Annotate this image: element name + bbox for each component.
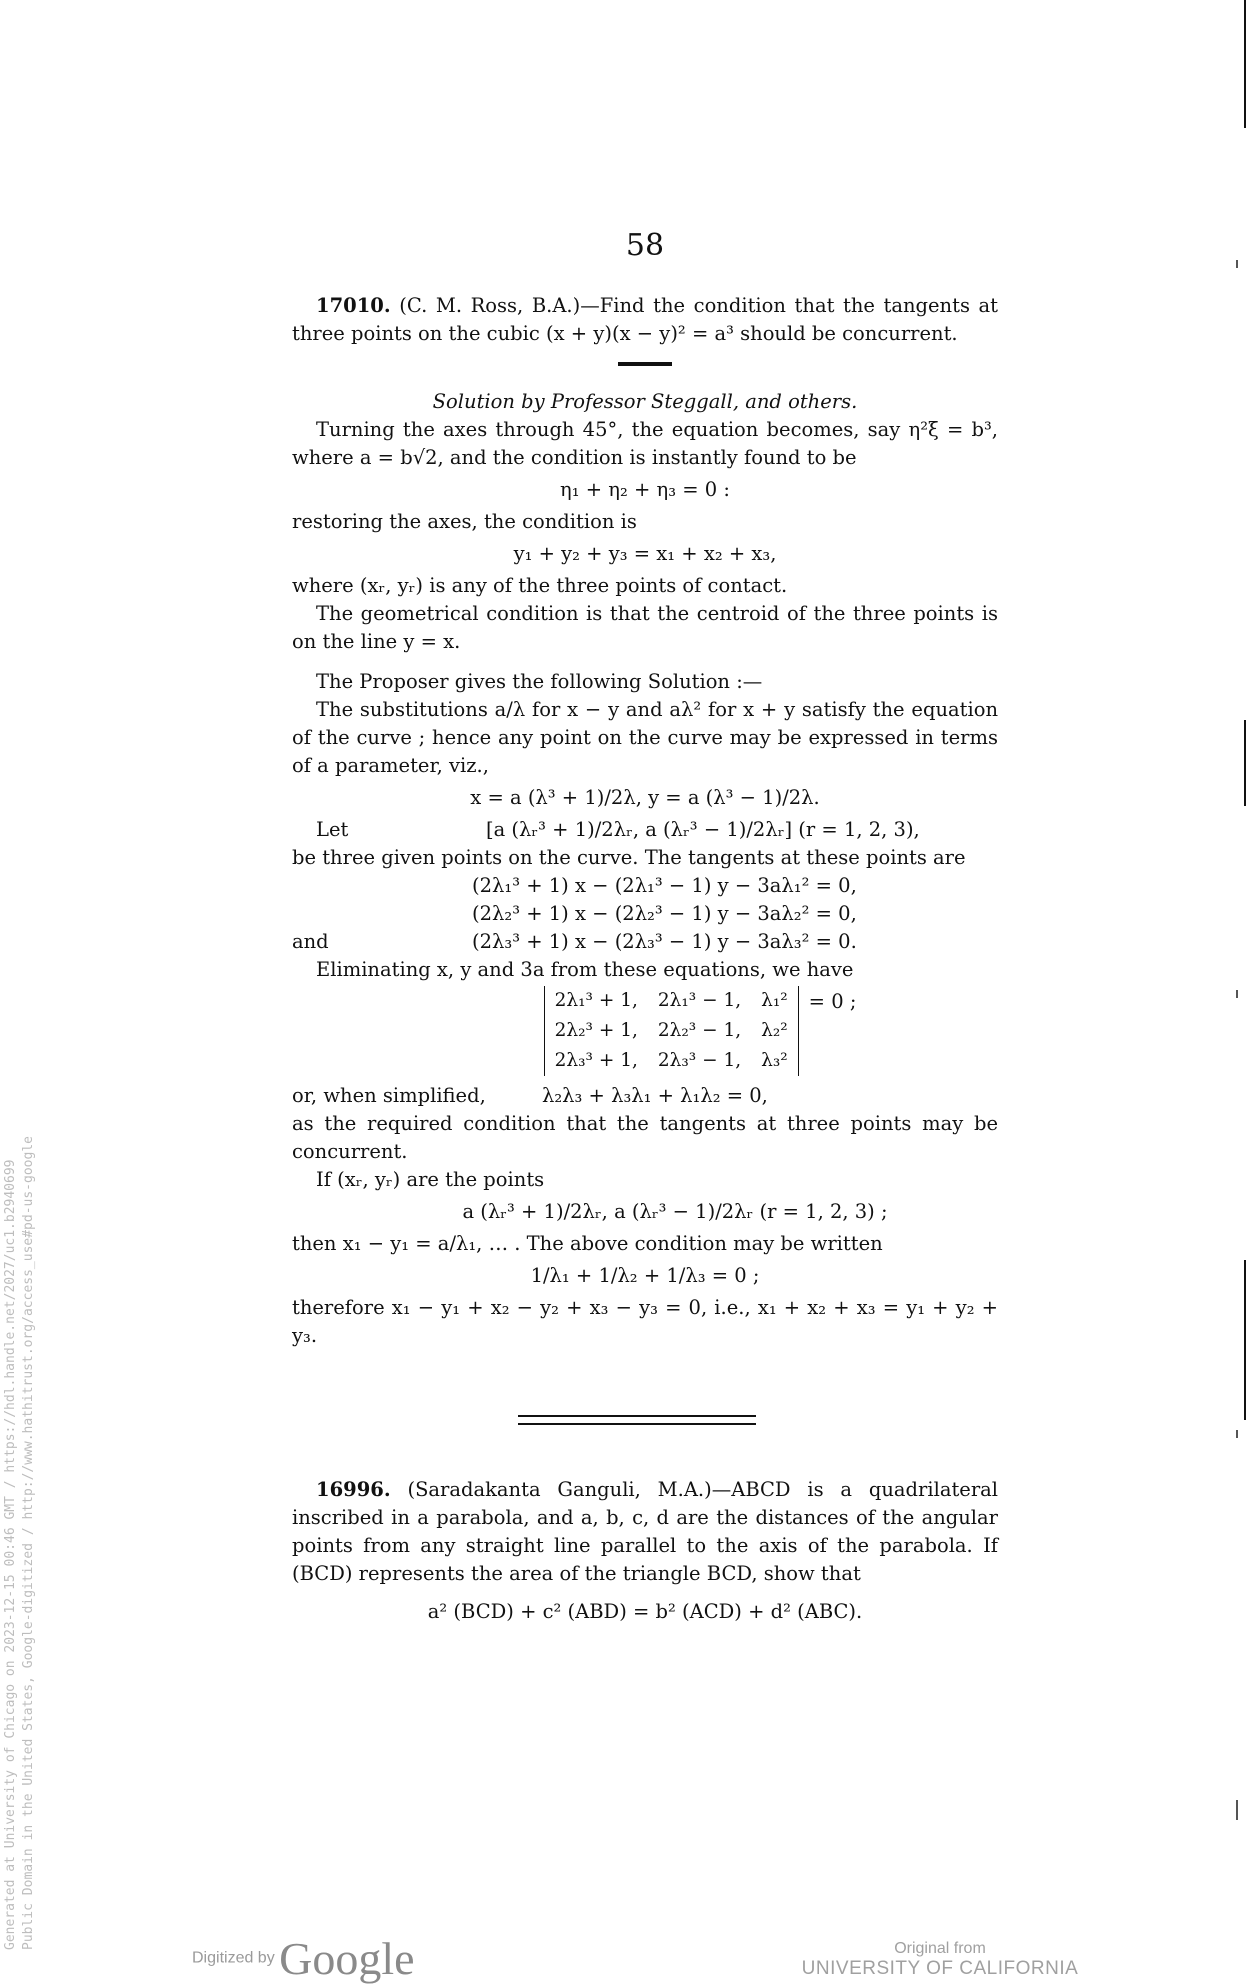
proposer-paragraph: Eliminating x, y and 3a from these equations, we have (316, 958, 854, 981)
equation: λ₂λ₃ + λ₃λ₁ + λ₁λ₂ = 0, (542, 1084, 768, 1107)
scan-edge-mark (1236, 1430, 1238, 1438)
equation: x = a (λ³ + 1)/2λ, y = a (λ³ − 1)/2λ. (470, 786, 820, 809)
solution-heading: Solution by Professor Steggall, and others. (432, 390, 858, 413)
and-line (292, 928, 998, 956)
institution-label: UNIVERSITY OF CALIFORNIA (801, 1958, 1079, 1979)
proposer-paragraph: The substitutions a/λ for x − y and aλ² for x + y satisfy the equation of the curve ; hence any point on the curve may be expressed in terms of a parameter, viz., (292, 698, 998, 777)
google-logo: Google (279, 1933, 415, 1984)
problem-number: 17010. (316, 294, 391, 317)
let-label: Let (316, 818, 349, 841)
simplified-label: or, when simplified, (292, 1084, 486, 1107)
solution-paragraph: restoring the axes, the condition is (292, 510, 637, 533)
scan-edge-line (1244, 1260, 1246, 1420)
determinant-equals: = 0 ; (808, 990, 857, 1013)
proposer-paragraph: be three given points on the curve. The tangents at these points are (292, 846, 966, 869)
separator-rule (618, 362, 672, 366)
scan-edge-line (1244, 0, 1246, 128)
problem-number: 16996. (316, 1478, 391, 1501)
equation: (2λ₁³ + 1) x − (2λ₁³ − 1) y − 3aλ₁² = 0, (472, 874, 857, 897)
scan-edge-mark (1236, 1800, 1238, 1820)
proposer-paragraph: as the required condition that the tangents at three points may be concurrent. (292, 1112, 998, 1163)
equation: (2λ₃³ + 1) x − (2λ₃³ − 1) y − 3aλ₃² = 0. (472, 930, 857, 953)
determinant-cell: 2λ₃³ − 1, (657, 1050, 742, 1071)
section-double-rule (518, 1415, 756, 1425)
determinant-cell: λ₃² (761, 1050, 788, 1071)
determinant (402, 986, 998, 1076)
problem-17010 (292, 292, 998, 1350)
equation: a² (BCD) + c² (ABD) = b² (ACD) + d² (ABC). (427, 1600, 863, 1623)
scan-edge-mark (1236, 260, 1238, 268)
original-from-watermark (800, 1940, 1080, 1980)
proposer-paragraph: If (xᵣ, yᵣ) are the points (316, 1168, 545, 1191)
stamp-line: Public Domain in the United States, Google-digitized / http://www.hathitrust.org/access_use#pd-us-google (21, 1136, 36, 1950)
equation: (2λ₂³ + 1) x − (2λ₂³ − 1) y − 3aλ₂² = 0, (472, 902, 857, 925)
problem-statement: (C. M. Ross, B.A.)—Find the condition that the tangents at three points on the cubic (x + y)(x − y)² = a³ should be concurrent. (292, 294, 998, 345)
proposer-paragraph: therefore x₁ − y₁ + x₂ − y₂ + x₃ − y₃ = 0, i.e., x₁ + x₂ + x₃ = y₁ + y₂ + y₃. (292, 1296, 998, 1347)
determinant-row (544, 1046, 798, 1076)
determinant-cell: 2λ₂³ + 1, (554, 1020, 638, 1041)
problem-16996 (292, 1476, 998, 1630)
equation: [a (λᵣ³ + 1)/2λᵣ, a (λᵣ³ − 1)/2λᵣ] (r = 1, 2, 3), (486, 818, 920, 841)
equation: a (λᵣ³ + 1)/2λᵣ, a (λᵣ³ − 1)/2λᵣ (r = 1, 2, 3) ; (462, 1200, 888, 1223)
digitized-by-google-watermark (192, 1932, 415, 1985)
determinant-cell: λ₁² (761, 990, 788, 1011)
digitized-by-label: Digitized by (192, 1949, 275, 1967)
equation: 1/λ₁ + 1/λ₂ + 1/λ₃ = 0 ; (530, 1264, 760, 1287)
determinant-row (544, 1016, 798, 1046)
problem-statement: (Saradakanta Ganguli, M.A.)—ABCD is a quadrilateral inscribed in a parabola, and a, b, c, d are the distances of the angular points from any straight line parallel to the axis of the parabola. If (BCD) represents the area of the triangle BCD, show that (292, 1478, 999, 1585)
solution-paragraph: Turning the axes through 45°, the equation becomes, say η²ξ = b³, where a = b√2, and the condition is instantly found to be (292, 418, 998, 469)
solution-paragraph: where (xᵣ, yᵣ) is any of the three points of contact. (292, 574, 788, 597)
let-line (292, 816, 998, 844)
stamp-line: Generated at University of Chicago on 2023-12-15 00:46 GMT / https://hdl.handle.net/2027/uc1.b2940699 (3, 1159, 18, 1950)
determinant-cell: 2λ₃³ + 1, (554, 1050, 638, 1071)
hathitrust-margin-stamp (2, 1136, 38, 1950)
page-number: 58 (625, 228, 665, 263)
determinant-cell: λ₂² (761, 1020, 788, 1041)
scan-edge-line (1244, 720, 1246, 806)
solution-paragraph: The geometrical condition is that the centroid of the three points is on the line y = x. (292, 602, 998, 653)
determinant-cell: 2λ₂³ − 1, (657, 1020, 742, 1041)
determinant-row (544, 986, 798, 1016)
determinant-cell: 2λ₁³ − 1, (657, 990, 742, 1011)
equation: y₁ + y₂ + y₃ = x₁ + x₂ + x₃, (513, 542, 777, 565)
proposer-paragraph: then x₁ − y₁ = a/λ₁, … . The above condition may be written (292, 1232, 883, 1255)
and-label: and (292, 930, 329, 953)
simplified-line (292, 1082, 998, 1110)
proposer-intro: The Proposer gives the following Solution :— (316, 670, 763, 693)
scan-edge-mark (1236, 990, 1238, 998)
determinant-cell: 2λ₁³ + 1, (554, 990, 638, 1011)
equation: η₁ + η₂ + η₃ = 0 : (560, 478, 730, 501)
original-from-label: Original from (894, 1940, 986, 1957)
